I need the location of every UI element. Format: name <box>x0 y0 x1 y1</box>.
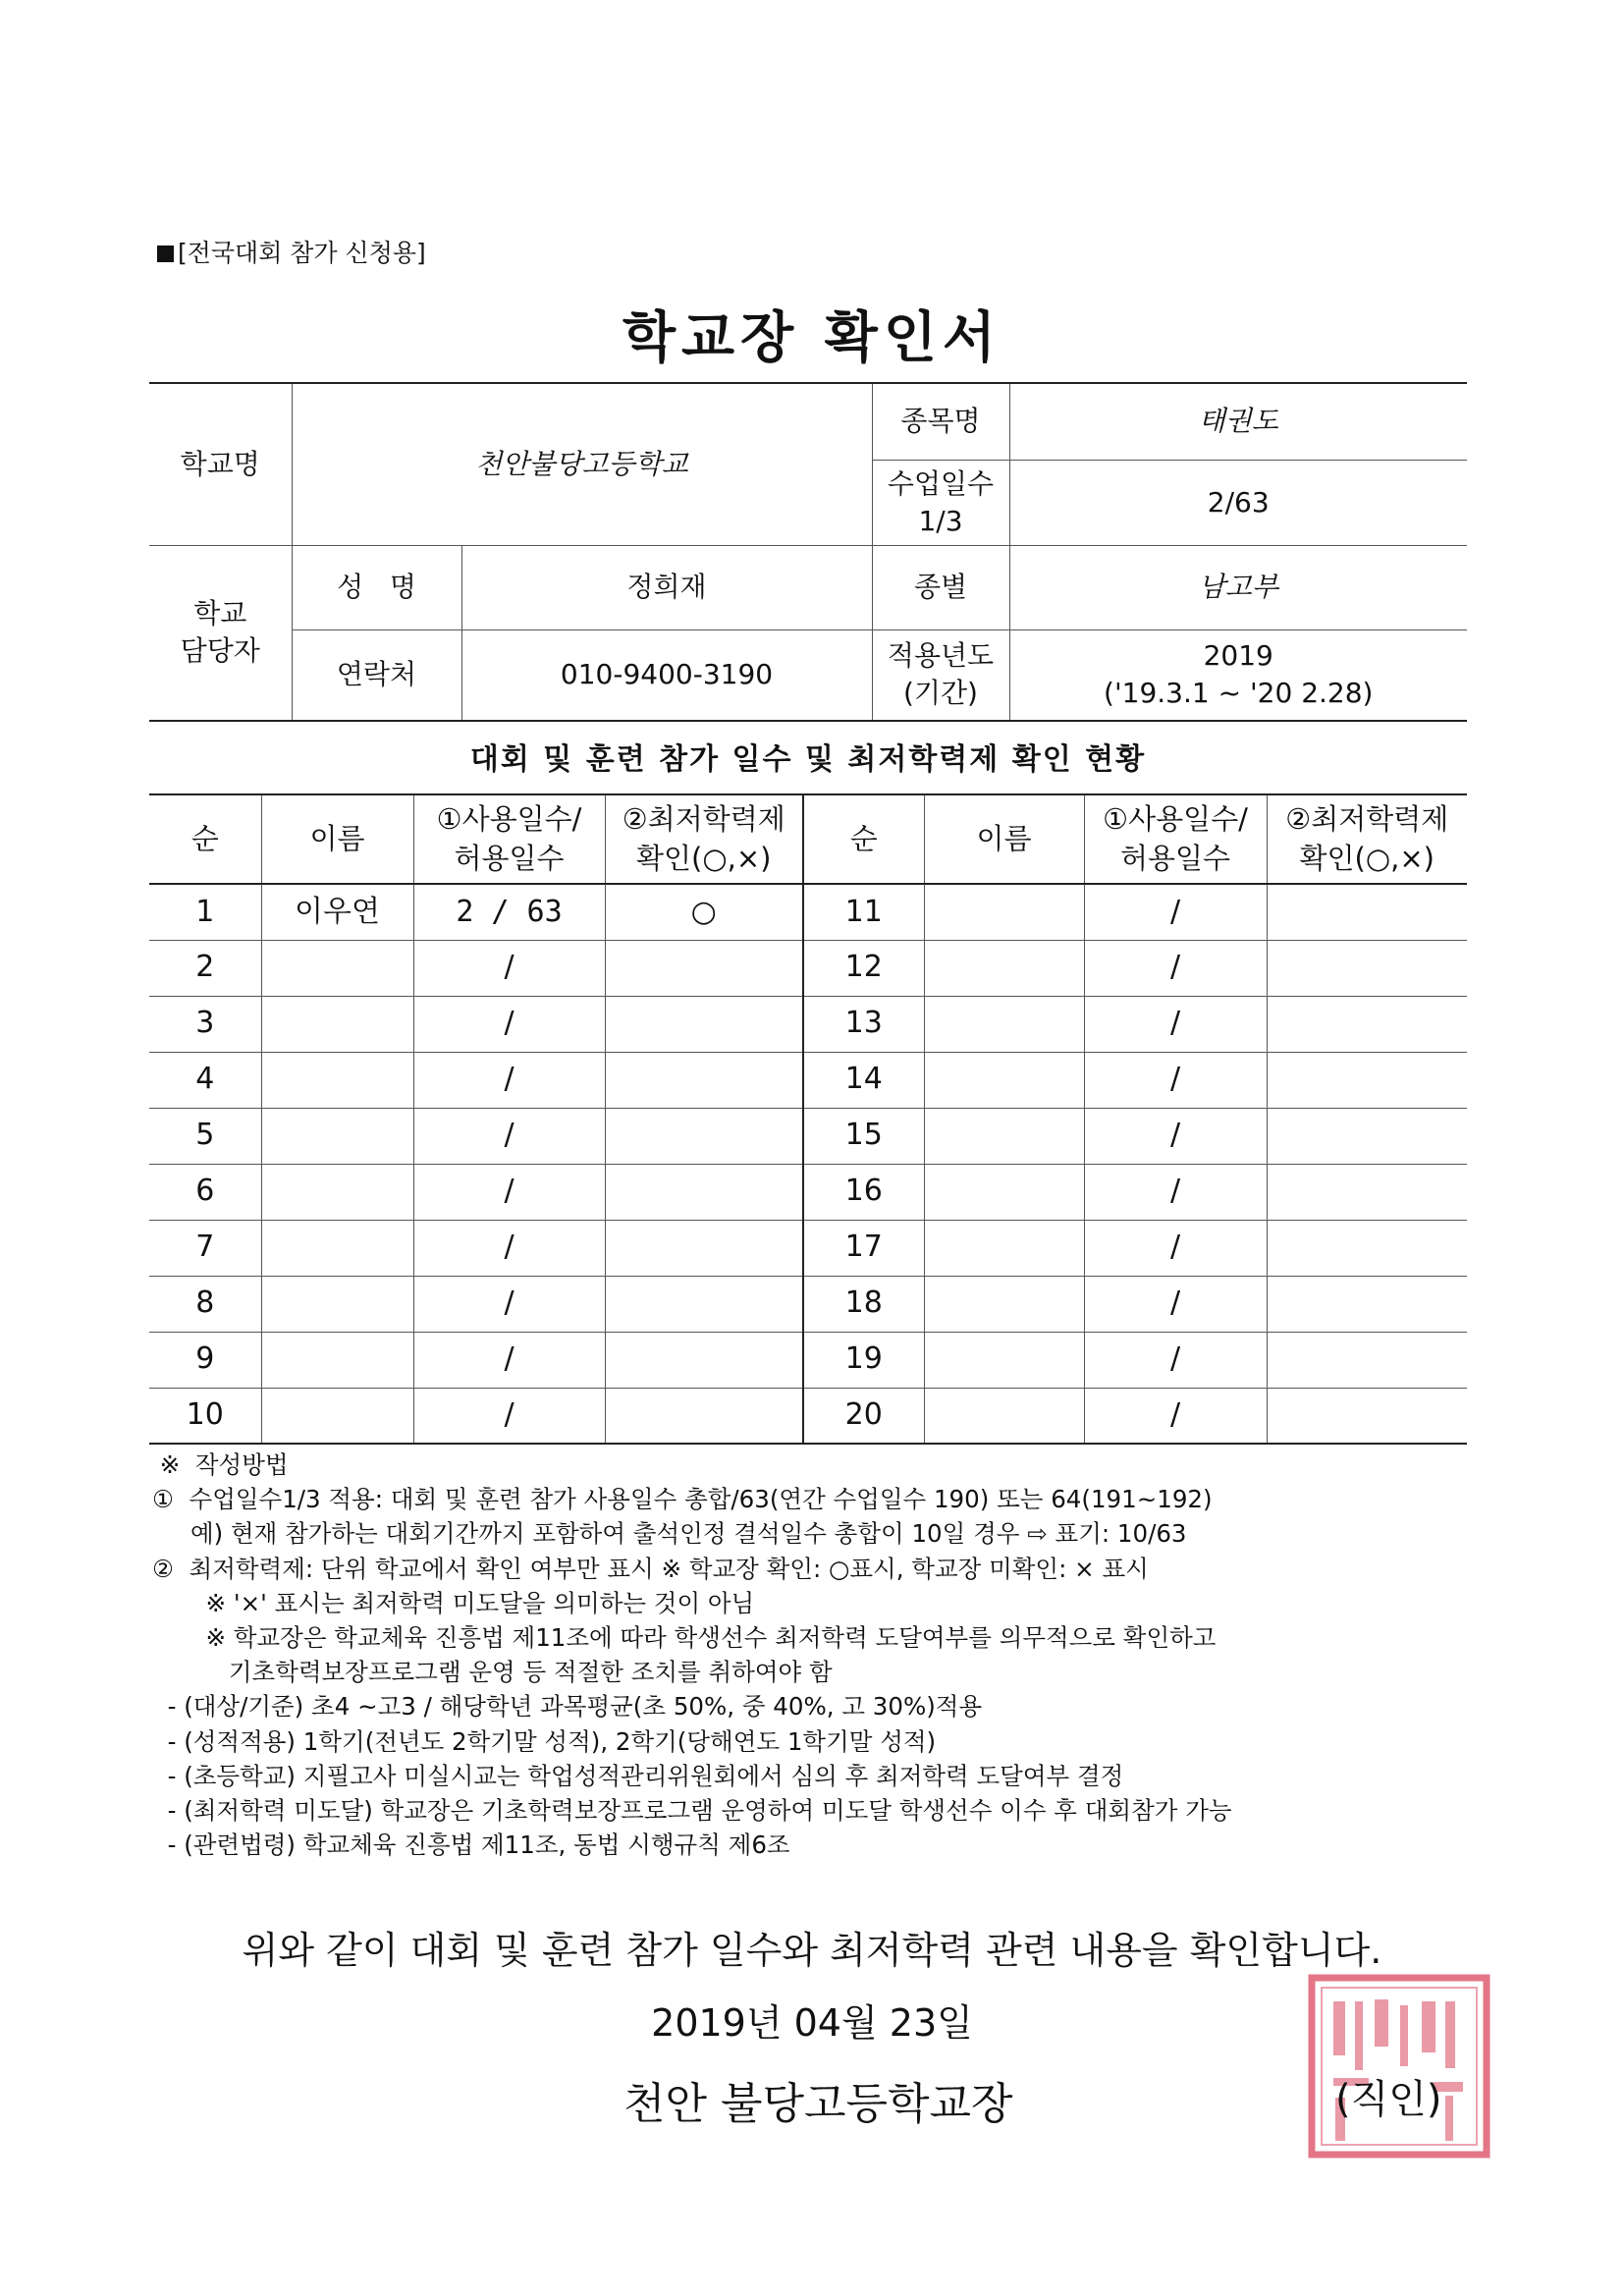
row-no: 18 <box>803 1276 924 1332</box>
row-check <box>1267 1388 1467 1444</box>
col-header-min-academic-line2: 확인(○,×) <box>1299 841 1435 875</box>
row-check <box>1267 1108 1467 1164</box>
row-check <box>1267 1220 1467 1276</box>
col-header-used-days-line1: ①사용일수/ <box>436 802 582 837</box>
contact-value: 010-9400-3190 <box>461 629 872 721</box>
table-row <box>149 1164 1467 1220</box>
sport-label: 종목명 <box>872 383 1009 460</box>
issue-date: 2019년 04월 23일 <box>651 2001 973 2045</box>
col-header-name: 이름 <box>924 794 1084 884</box>
staff-label-line2: 담당자 <box>180 634 260 668</box>
school-name-label: 학교명 <box>149 383 292 545</box>
col-header-used-days-line2: 허용일수 <box>1119 841 1231 875</box>
principal-name: 천안 불당고등학교장 <box>623 2079 1013 2129</box>
row-name <box>261 940 413 996</box>
col-header-used-days-line1: ①사용일수/ <box>1103 802 1248 837</box>
row-name <box>924 940 1084 996</box>
row-name <box>924 1108 1084 1164</box>
instruction-line: - (최저학력 미도달) 학교장은 기초학력보장프로그램 운영하여 미도달 학생선수 이수 후 대회참가 가능 <box>152 1796 1232 1826</box>
row-days: / <box>1084 1052 1267 1108</box>
row-check <box>1267 1052 1467 1108</box>
row-name <box>924 884 1084 940</box>
instructions-heading: ※ 작성방법 <box>152 1450 289 1479</box>
table-row <box>149 884 1467 940</box>
row-no: 2 <box>149 940 261 996</box>
row-check <box>1267 1164 1467 1220</box>
table-row <box>149 1276 1467 1332</box>
class-days-label-line1: 수업일수 <box>887 466 995 500</box>
row-no: 5 <box>149 1108 261 1164</box>
row-name <box>924 1164 1084 1220</box>
staff-label-line1: 학교 <box>193 597 247 630</box>
table-row <box>149 1220 1467 1276</box>
class-days-label-line2: 1/3 <box>918 504 963 537</box>
section-title: 대회 및 훈련 참가 일수 및 최저학력제 확인 현황 <box>469 742 1147 777</box>
division-value: 남고부 <box>1009 545 1467 629</box>
col-header-min-academic-line1: ②최저학력제 <box>1285 802 1449 837</box>
row-check <box>1267 1276 1467 1332</box>
sport-value: 태권도 <box>1009 383 1467 460</box>
row-name <box>261 1108 413 1164</box>
instruction-line: 기초학력보장프로그램 운영 등 적절한 조치를 취하여야 함 <box>152 1658 833 1687</box>
row-no: 8 <box>149 1276 261 1332</box>
row-check <box>605 1220 803 1276</box>
row-name: 이우연 <box>261 884 413 940</box>
row-days: / <box>413 1164 605 1220</box>
table-row <box>149 1052 1467 1108</box>
official-seal-stamp <box>1306 1972 1492 2160</box>
instruction-line: - (관련법령) 학교체육 진흥법 제11조, 동법 시행규칙 제6조 <box>152 1831 790 1860</box>
row-name <box>261 1332 413 1388</box>
seal-label: (직인) <box>1335 2077 1442 2122</box>
row-no: 17 <box>803 1220 924 1276</box>
staff-name-label: 성 명 <box>292 545 461 629</box>
col-header-min-academic <box>605 794 803 884</box>
staff-label <box>149 545 292 721</box>
row-days: / <box>1084 1220 1267 1276</box>
division-label: 종별 <box>872 545 1009 629</box>
table-row <box>149 940 1467 996</box>
col-header-used-days-line2: 허용일수 <box>454 841 565 875</box>
instruction-line: - (성적적용) 1학기(전년도 2학기말 성적), 2학기(당해연도 1학기말 성적) <box>152 1726 937 1756</box>
instruction-line: 예) 현재 참가하는 대회기간까지 포함하여 출석인정 결석일수 총합이 10일 경우 ⇨ 표기: 10/63 <box>152 1519 1187 1549</box>
instruction-line: ① 수업일수1/3 적용: 대회 및 훈련 참가 사용일수 총합/63(연간 수업일수 190) 또는 64(191~192) <box>152 1485 1213 1514</box>
row-no: 4 <box>149 1052 261 1108</box>
applied-year-label-line1: 적용년도 <box>887 639 995 673</box>
row-name <box>924 996 1084 1052</box>
col-header-min-academic <box>1267 794 1467 884</box>
applied-year: 2019 <box>1203 639 1273 673</box>
participants-table <box>149 793 1467 1445</box>
applied-year-label <box>872 629 1009 721</box>
row-name <box>261 1276 413 1332</box>
row-name <box>261 1052 413 1108</box>
col-header-name: 이름 <box>261 794 413 884</box>
row-days: / <box>1084 1276 1267 1332</box>
staff-name-value: 정희재 <box>461 545 872 629</box>
col-header-no: 순 <box>803 794 924 884</box>
row-name <box>261 1388 413 1444</box>
row-days: / <box>413 940 605 996</box>
row-days: / <box>413 1108 605 1164</box>
row-no: 13 <box>803 996 924 1052</box>
document-category-text: [전국대회 참가 신청용] <box>178 239 426 267</box>
row-check <box>1267 996 1467 1052</box>
applied-year-value <box>1009 629 1467 721</box>
row-name <box>261 996 413 1052</box>
row-days: / <box>413 1220 605 1276</box>
row-days: / <box>1084 940 1267 996</box>
row-check <box>605 1108 803 1164</box>
row-no: 1 <box>149 884 261 940</box>
row-days: / <box>413 1332 605 1388</box>
table-row <box>149 1388 1467 1444</box>
row-no: 11 <box>803 884 924 940</box>
row-days: / <box>1084 1332 1267 1388</box>
col-header-used-days <box>413 794 605 884</box>
applied-year-label-line2: (기간) <box>903 677 978 710</box>
square-bullet-icon <box>157 246 174 262</box>
school-name-value: 천안불당고등학교 <box>292 383 872 545</box>
row-check <box>605 940 803 996</box>
row-name <box>924 1276 1084 1332</box>
row-days: / <box>1084 996 1267 1052</box>
row-check <box>605 1388 803 1444</box>
row-days: / <box>1084 1108 1267 1164</box>
row-no: 19 <box>803 1332 924 1388</box>
row-check <box>605 996 803 1052</box>
row-no: 16 <box>803 1164 924 1220</box>
row-check <box>1267 884 1467 940</box>
applied-period: ('19.3.1 ~ '20 2.28) <box>1104 677 1374 710</box>
row-no: 10 <box>149 1388 261 1444</box>
row-check <box>1267 940 1467 996</box>
row-days: / <box>413 996 605 1052</box>
row-days: / <box>413 1388 605 1444</box>
row-no: 15 <box>803 1108 924 1164</box>
row-days: / <box>1084 1388 1267 1444</box>
instruction-line: ※ '×' 표시는 최저학력 미도달을 의미하는 것이 아님 <box>152 1588 755 1617</box>
class-days-value: 2/63 <box>1009 460 1467 545</box>
contact-label: 연락처 <box>292 629 461 721</box>
document-category <box>157 234 426 269</box>
row-check <box>605 1332 803 1388</box>
row-name <box>924 1388 1084 1444</box>
col-header-no: 순 <box>149 794 261 884</box>
row-check <box>605 1276 803 1332</box>
row-no: 20 <box>803 1388 924 1444</box>
row-days: 2 / 63 <box>413 884 605 940</box>
writing-instructions <box>152 1448 1488 1862</box>
row-name <box>924 1220 1084 1276</box>
instruction-line: - (초등학교) 지필고사 미실시교는 학업성적관리위원회에서 심의 후 최저학력 도달여부 결정 <box>152 1761 1124 1790</box>
table-row <box>149 996 1467 1052</box>
row-no: 6 <box>149 1164 261 1220</box>
school-info-table <box>149 382 1467 722</box>
row-name <box>924 1332 1084 1388</box>
row-name <box>924 1052 1084 1108</box>
row-name <box>261 1220 413 1276</box>
row-no: 14 <box>803 1052 924 1108</box>
row-no: 9 <box>149 1332 261 1388</box>
page-title: 학교장 확인서 <box>622 306 1002 370</box>
row-days: / <box>1084 1164 1267 1220</box>
row-days: / <box>1084 884 1267 940</box>
instruction-line: - (대상/기준) 초4 ~고3 / 해당학년 과목평균(초 50%, 중 40%, 고 30%)적용 <box>152 1692 983 1722</box>
row-no: 3 <box>149 996 261 1052</box>
col-header-min-academic-line2: 확인(○,×) <box>636 841 772 875</box>
row-check <box>605 1164 803 1220</box>
class-days-label <box>872 460 1009 545</box>
table-row <box>149 1332 1467 1388</box>
row-no: 12 <box>803 940 924 996</box>
col-header-min-academic-line1: ②최저학력제 <box>622 802 785 837</box>
col-header-used-days <box>1084 794 1267 884</box>
instruction-line: ② 최저학력제: 단위 학교에서 확인 여부만 표시 ※ 학교장 확인: ○표시, 학교장 미확인: × 표시 <box>152 1554 1149 1583</box>
row-name <box>261 1164 413 1220</box>
row-no: 7 <box>149 1220 261 1276</box>
row-check <box>605 1052 803 1108</box>
row-check <box>1267 1332 1467 1388</box>
table-row <box>149 1108 1467 1164</box>
confirmation-statement: 위와 같이 대회 및 훈련 참가 일수와 최저학력 관련 내용을 확인합니다. <box>242 1929 1382 1972</box>
row-days: / <box>413 1276 605 1332</box>
instruction-line: ※ 학교장은 학교체육 진흥법 제11조에 따라 학생선수 최저학력 도달여부를 의무적으로 확인하고 <box>152 1623 1217 1653</box>
row-check: ○ <box>605 884 803 940</box>
row-days: / <box>413 1052 605 1108</box>
